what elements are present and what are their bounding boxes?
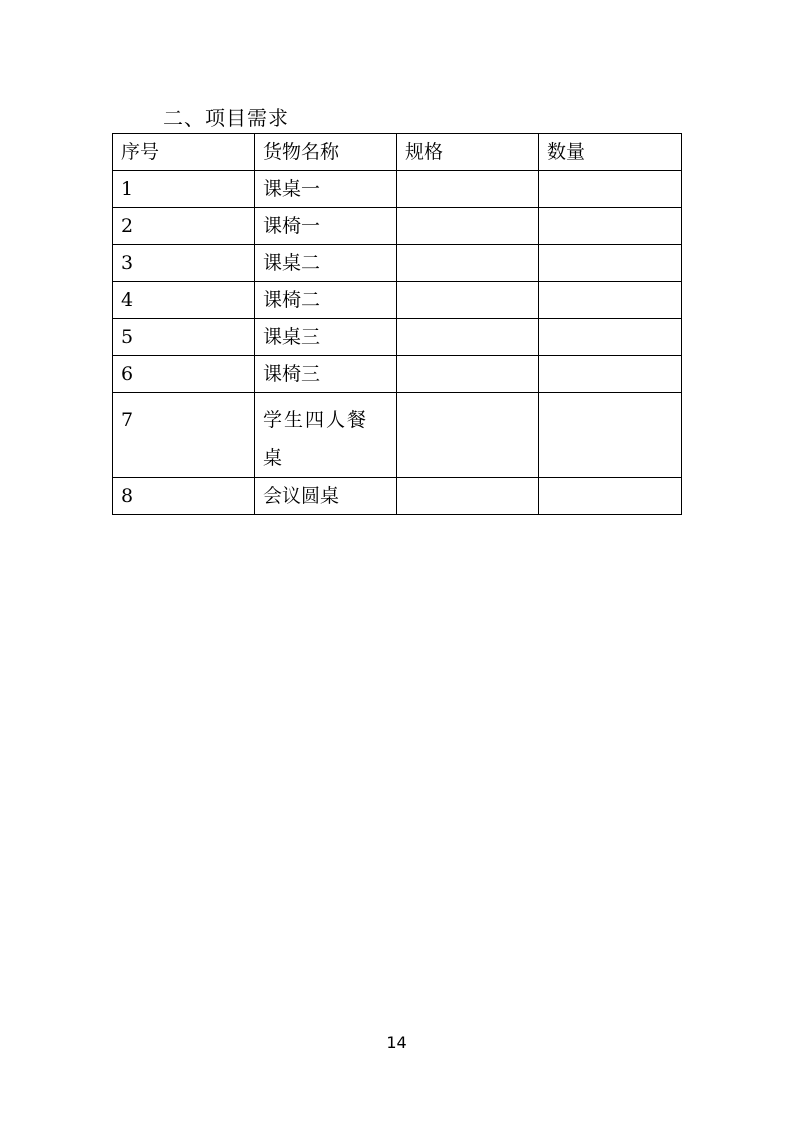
section-heading: 二、项目需求	[163, 106, 289, 130]
cell-specification	[397, 171, 539, 208]
cell-goods-name: 课椅一	[255, 208, 397, 245]
table-row	[113, 245, 682, 282]
cell-serial-number: 5	[113, 319, 255, 356]
header-serial-number: 序号	[113, 134, 255, 171]
header-quantity: 数量	[539, 134, 682, 171]
cell-serial-number: 2	[113, 208, 255, 245]
table-row	[113, 393, 682, 478]
header-specification: 规格	[397, 134, 539, 171]
cell-serial-number: 6	[113, 356, 255, 393]
cell-serial-number: 3	[113, 245, 255, 282]
cell-specification	[397, 356, 539, 393]
cell-serial-number: 4	[113, 282, 255, 319]
cell-quantity	[539, 171, 682, 208]
cell-quantity	[539, 282, 682, 319]
table-row	[113, 208, 682, 245]
cell-quantity	[539, 478, 682, 515]
requirements-table	[112, 133, 682, 515]
cell-quantity	[539, 245, 682, 282]
cell-goods-name: 学生四人餐桌	[255, 393, 397, 478]
cell-specification	[397, 319, 539, 356]
cell-specification	[397, 393, 539, 478]
cell-goods-name: 课桌三	[255, 319, 397, 356]
cell-serial-number: 8	[113, 478, 255, 515]
cell-goods-name: 课桌一	[255, 171, 397, 208]
cell-quantity	[539, 393, 682, 478]
cell-specification	[397, 282, 539, 319]
cell-quantity	[539, 356, 682, 393]
cell-specification	[397, 245, 539, 282]
table-row	[113, 356, 682, 393]
cell-goods-name: 课桌二	[255, 245, 397, 282]
cell-specification	[397, 478, 539, 515]
cell-serial-number: 7	[113, 393, 255, 478]
cell-specification	[397, 208, 539, 245]
table-row	[113, 478, 682, 515]
cell-serial-number: 1	[113, 171, 255, 208]
table-header-row	[113, 134, 682, 171]
page-number: 14	[386, 1033, 407, 1052]
header-goods-name: 货物名称	[255, 134, 397, 171]
table-row	[113, 282, 682, 319]
cell-goods-name: 课椅二	[255, 282, 397, 319]
cell-quantity	[539, 319, 682, 356]
table-row	[113, 319, 682, 356]
cell-goods-name: 课椅三	[255, 356, 397, 393]
table-row	[113, 171, 682, 208]
cell-goods-name: 会议圆桌	[255, 478, 397, 515]
cell-quantity	[539, 208, 682, 245]
